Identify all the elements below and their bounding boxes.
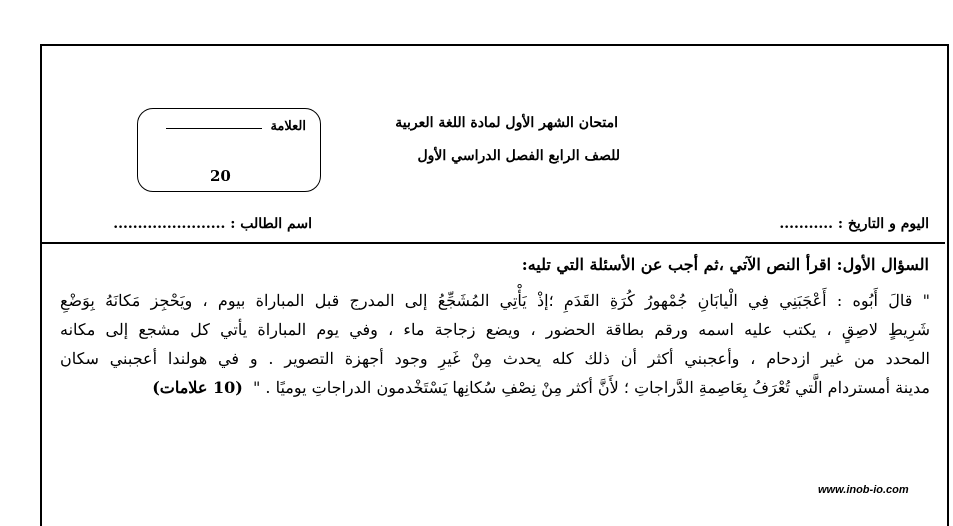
exam-subtitle: للصف الرابع الفصل الدراسي الأول bbox=[417, 148, 620, 164]
exam-title: امتحان الشهر الأول لمادة اللغة العربية bbox=[395, 115, 618, 131]
question-heading: السؤال الأول: اقرأ النص الآتي ،ثم أجب عن الأسئلة التي تليه: bbox=[521, 255, 929, 274]
passage-line-2: شَرِيطٍ لاصِقٍ ، يكتب عليه اسمه ورقم بطاقة الحضور ، ويضع زجاجة ماء ، وفي يوم المباراة يأتي كل مشجع إلى مكانه bbox=[60, 320, 930, 339]
student-name-field: اسم الطالب : ....................... bbox=[113, 216, 312, 232]
passage-line-1: " قالَ أَبُوه : أَعْجَبَنِي فِي الْيابَانِ جُمْهورُ كُرَةِ القَدَمِ ؛إذْ يَأْتِي المُشَجِّعُ إلى المدرج قبل المباراة بيوم ، ويَحْجِز مَكانَهُ بِوَضْعِ bbox=[60, 291, 930, 310]
grade-label: العلامة bbox=[270, 119, 306, 134]
passage-line-3: المحدد من غير ازدحام ، وأعجبني أكثر أن ذلك كله يحدث مِنْ غَيرِ وجود أجهزة التصوير . و في هولندا أعجبني سكان bbox=[60, 349, 930, 368]
passage-line-4-text: مدينة أمستردام الَّتي تُعْرَفُ بِعَاصِمةِ الدَّراجاتِ ؛ لأَنَّ أكثر مِنْ نِصْفِ سُكانِها يَسْتَخْدمون الدراجاتِ يوميًا . " bbox=[252, 378, 930, 397]
header-divider bbox=[42, 242, 945, 244]
grade-blank-line bbox=[166, 128, 262, 129]
date-field: اليوم و التاريخ : ........... bbox=[779, 216, 929, 232]
grade-max: 20 bbox=[210, 167, 231, 185]
passage-line-4 bbox=[60, 373, 930, 402]
question-marks: (10 علامات) bbox=[152, 378, 243, 397]
reading-passage bbox=[60, 286, 930, 402]
grade-box bbox=[137, 108, 321, 192]
footer-url: www.inob-io.com bbox=[818, 484, 909, 496]
